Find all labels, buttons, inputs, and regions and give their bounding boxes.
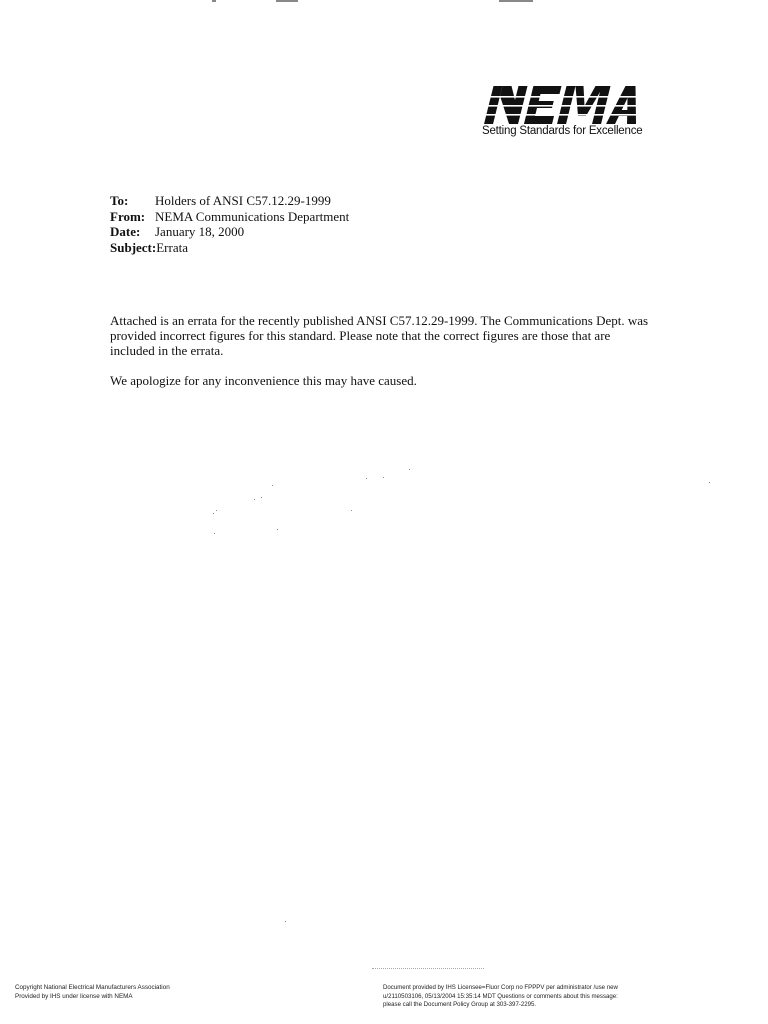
memo-to-label: To: [110, 193, 129, 208]
logo-tagline: Setting Standards for Excellence [482, 125, 643, 137]
memo-date-value: January 18, 2000 [155, 224, 245, 239]
body-paragraph-2: We apologize for any inconvenience this may have caused. [110, 373, 417, 388]
memo-to-value: Holders of ANSI C57.12.29-1999 [155, 193, 331, 208]
memo-subject-row [110, 240, 349, 256]
scan-speck [216, 510, 217, 511]
memo-date-row [110, 224, 349, 240]
scan-speck [254, 499, 255, 500]
memo-subject-label: Subject: [110, 239, 157, 255]
scan-mark [276, 0, 298, 2]
scan-speck [409, 469, 410, 470]
memo-to-row [110, 193, 349, 209]
scan-speck [285, 921, 286, 922]
memo-body [110, 313, 655, 403]
scan-speck [351, 510, 352, 511]
scan-speck [272, 485, 273, 486]
memo-header [110, 193, 349, 255]
footer-document-notice: Document provided by IHS Licensee=Fluor Corp no FPPPV per administrator /use new u/2110503106, 05/13/2004 15:35:14 MDT Questions or comments about this message: please call the Document Policy Group at 303-397-2295. [383, 984, 618, 1008]
memo-from-row [110, 209, 349, 225]
memo-from-value: NEMA Communications Department [155, 208, 350, 224]
scan-dotted-line [372, 968, 484, 969]
footer-copyright [15, 984, 170, 1001]
nema-logo-mark [484, 84, 644, 126]
scan-speck [383, 477, 384, 478]
scan-speck [261, 497, 262, 498]
memo-subject-value: Errata [156, 239, 188, 255]
scan-speck [213, 513, 214, 514]
scan-mark [499, 0, 533, 2]
body-paragraph-1: Attached is an errata for the recently published ANSI C57.12.29-1999. The Communications Dept. was provided incorrect figures for this standard. Please note that the correct figures are those that are included in the errata. [110, 313, 649, 358]
scan-speck [709, 482, 710, 483]
scan-speck [366, 478, 367, 479]
scan-speck [277, 529, 278, 530]
memo-date-label: Date: [110, 224, 141, 239]
nema-logo [482, 84, 648, 144]
footer-copyright-line-2: Provided by IHS under license with NEMA [15, 992, 133, 1000]
scan-speck [214, 533, 215, 534]
memo-from-label: From: [110, 208, 146, 224]
scan-mark [212, 0, 216, 2]
footer-copyright-line-1: Copyright National Electrical Manufacturers Association [15, 984, 170, 991]
